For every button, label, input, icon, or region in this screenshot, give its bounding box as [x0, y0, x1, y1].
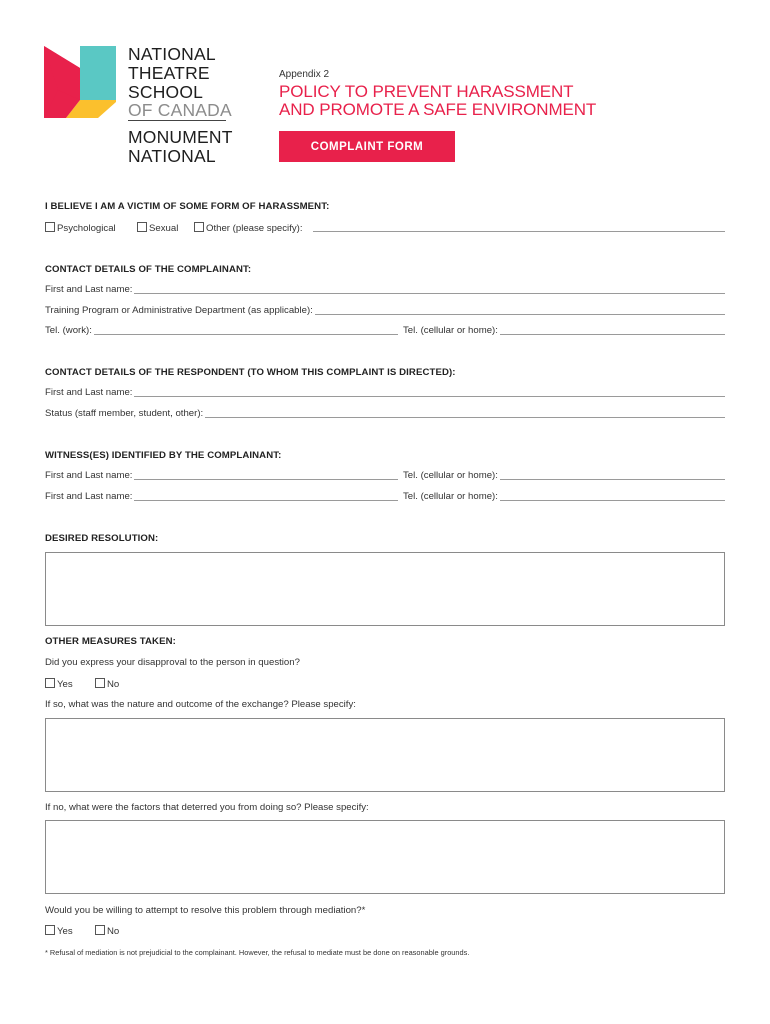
- complainant-tel-work-label: Tel. (work):: [45, 325, 92, 336]
- checkbox-mediation-no[interactable]: [95, 925, 105, 935]
- complainant-program-label: Training Program or Administrative Department (as applicable):: [45, 305, 313, 316]
- disapproval-question: Did you express your disapproval to the person in question?: [45, 657, 300, 668]
- complaint-form-banner: COMPLAINT FORM: [279, 131, 455, 162]
- exchange-question: If so, what was the nature and outcome of the exchange? Please specify:: [45, 699, 356, 710]
- complainant-name-label: First and Last name:: [45, 284, 133, 295]
- option-label: No: [107, 926, 120, 937]
- org-name-line: SCHOOL: [128, 82, 204, 102]
- option-label: Sexual: [149, 223, 179, 234]
- mediation-no[interactable]: [95, 925, 119, 937]
- policy-title: AND PROMOTE A SAFE ENVIRONMENT: [279, 100, 597, 119]
- option-label: Other (please specify):: [206, 223, 303, 234]
- witness-1-tel-label: Tel. (cellular or home):: [403, 470, 498, 481]
- option-label: Yes: [57, 926, 73, 937]
- complainant-name-line[interactable]: [45, 293, 725, 294]
- measures-heading: OTHER MEASURES TAKEN:: [45, 636, 176, 647]
- deterred-question: If no, what were the factors that deterred you from doing so? Please specify:: [45, 802, 369, 813]
- victim-heading: I BELIEVE I AM A VICTIM OF SOME FORM OF HARASSMENT:: [45, 201, 330, 212]
- respondent-status-label: Status (staff member, student, other):: [45, 408, 204, 419]
- witness-2-tel-label: Tel. (cellular or home):: [403, 491, 498, 502]
- other-specify-line[interactable]: [313, 231, 725, 232]
- option-label: Psychological: [57, 223, 116, 234]
- org-name-line: OF CANADA: [128, 100, 232, 120]
- nts-logo-icon: [44, 46, 116, 118]
- option-sexual[interactable]: [137, 222, 178, 234]
- witness-2-name-label: First and Last name:: [45, 491, 133, 502]
- policy-title: POLICY TO PREVENT HARASSMENT: [279, 82, 574, 101]
- mediation-yes[interactable]: [45, 925, 73, 937]
- checkbox-disapproval-yes[interactable]: [45, 678, 55, 688]
- respondent-name-line[interactable]: [45, 396, 725, 397]
- org-name-line: NATIONAL: [128, 44, 216, 64]
- complainant-tel-work-line[interactable]: [45, 334, 398, 335]
- disapproval-yes[interactable]: [45, 678, 73, 690]
- appendix-label: Appendix 2: [279, 69, 330, 80]
- complainant-heading: CONTACT DETAILS OF THE COMPLAINANT:: [45, 264, 252, 275]
- org-divider: [128, 120, 226, 121]
- option-label: No: [107, 679, 120, 690]
- complainant-tel-cell-label: Tel. (cellular or home):: [403, 325, 498, 336]
- org-name-line: MONUMENT: [128, 127, 233, 147]
- exchange-textarea[interactable]: [45, 718, 725, 792]
- resolution-heading: DESIRED RESOLUTION:: [45, 533, 159, 544]
- checkbox-sexual[interactable]: [137, 222, 147, 232]
- org-name-line: THEATRE: [128, 63, 210, 83]
- checkbox-psychological[interactable]: [45, 222, 55, 232]
- org-name-line: NATIONAL: [128, 146, 216, 166]
- disapproval-no[interactable]: [95, 678, 119, 690]
- checkbox-disapproval-no[interactable]: [95, 678, 105, 688]
- deterred-textarea[interactable]: [45, 820, 725, 894]
- option-label: Yes: [57, 679, 73, 690]
- option-psychological[interactable]: [45, 222, 116, 234]
- checkbox-mediation-yes[interactable]: [45, 925, 55, 935]
- checkbox-other[interactable]: [194, 222, 204, 232]
- witnesses-heading: WITNESS(ES) IDENTIFIED BY THE COMPLAINANT:: [45, 450, 282, 461]
- mediation-question: Would you be willing to attempt to resolve this problem through mediation?*: [45, 905, 366, 916]
- respondent-name-label: First and Last name:: [45, 387, 133, 398]
- respondent-heading: CONTACT DETAILS OF THE RESPONDENT (TO WHOM THIS COMPLAINT IS DIRECTED):: [45, 367, 456, 378]
- witness-1-name-label: First and Last name:: [45, 470, 133, 481]
- option-other[interactable]: [194, 222, 303, 234]
- resolution-textarea[interactable]: [45, 552, 725, 626]
- mediation-footnote: * Refusal of mediation is not prejudicial to the complainant. However, the refusal to mediate must be done on reasonable grounds.: [45, 948, 470, 957]
